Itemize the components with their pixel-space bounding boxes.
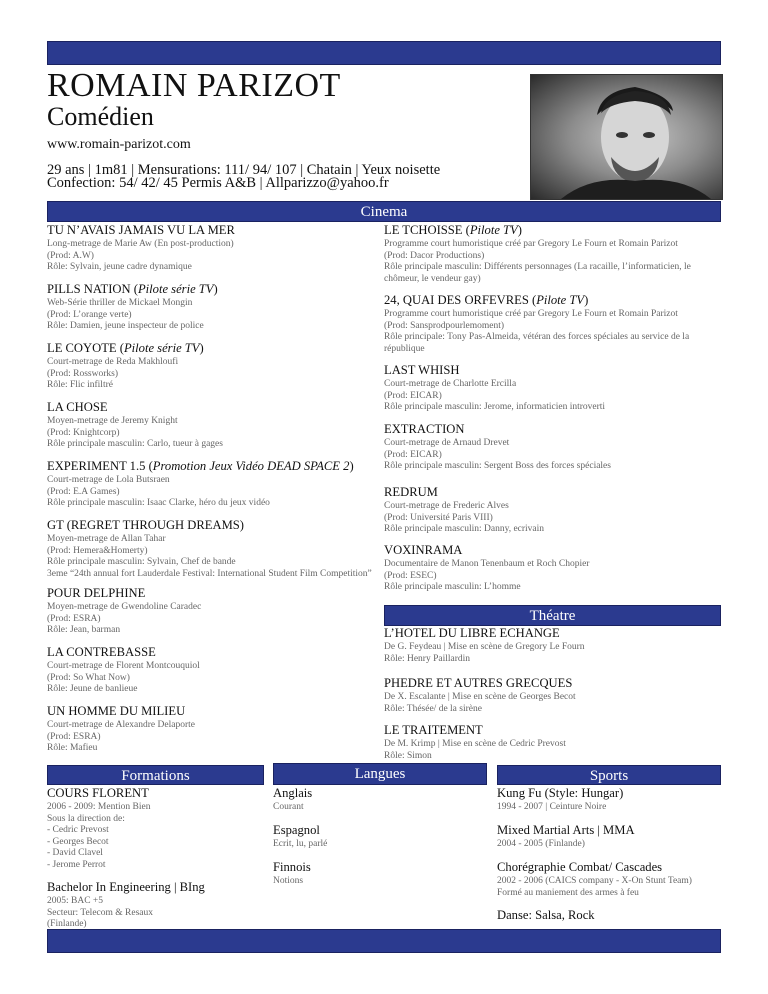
entry-detail: Sous la direction de: <box>47 813 125 824</box>
job-title: Comédien <box>47 102 154 131</box>
entry-detail: 3eme “24th annual fort Lauderdale Festival: International Student Film Competition” <box>47 568 372 579</box>
entry-detail: Rôle: Simon <box>384 750 432 761</box>
entry-title <box>384 723 483 738</box>
info-line-2: Confection: 54/ 42/ 45 Permis A&B | Allparizzo@yahoo.fr <box>47 175 389 191</box>
entry-title <box>384 626 560 641</box>
entry-detail: Rôle: Flic infiltré <box>47 380 113 390</box>
entry-title <box>384 293 588 308</box>
entry-detail: Court-metrage de Alexandre Delaporte <box>47 720 195 730</box>
entry-title-text: Kung Fu (Style: Hungar) <box>497 786 624 800</box>
entry-title-text: PILLS NATION ( <box>47 282 138 296</box>
entry-detail: Rôle: Sylvain, jeune cadre dynamique <box>47 262 192 272</box>
entry-detail: (Prod: Université Paris VIII) <box>384 512 493 523</box>
entry-title-text: EXPERIMENT 1.5 ( <box>47 459 153 473</box>
entry-detail: (Prod: EICAR) <box>384 449 442 460</box>
entry-title-text: 24, QUAI DES ORFEVRES ( <box>384 293 537 307</box>
entry-title-text: LAST WHISH <box>384 363 460 377</box>
entry-title <box>47 518 244 533</box>
entry-title-text: REDRUM <box>384 485 438 499</box>
entry-title-text: Espagnol <box>273 823 320 837</box>
top-banner <box>47 41 721 65</box>
entry-title-text: VOXINRAMA <box>384 543 463 557</box>
website-link[interactable]: www.romain-parizot.com <box>47 137 191 152</box>
entry-detail: (Prod: E.A Games) <box>47 486 120 497</box>
entry-detail: chômeur, le vendeur gay) <box>384 273 481 284</box>
entry-detail: Rôle principale masculin: Sergent Boss des forces spéciales <box>384 461 611 471</box>
entry-detail: (Prod: Rossworks) <box>47 368 118 379</box>
entry-detail: - Jerome Perrot <box>47 859 106 870</box>
entry-title <box>47 282 218 297</box>
entry-detail: Moyen-metrage de Allan Tahar <box>47 534 166 544</box>
entry-detail: Rôle: Thésée/ de la sirène <box>384 703 482 714</box>
entry-title-text: Anglais <box>273 786 313 800</box>
entry-detail: 2002 - 2006 (CAICS company - X-On Stunt Team) <box>497 876 692 886</box>
entry-detail: Court-metrage de Arnaud Drevet <box>384 438 510 448</box>
entry-detail: (Prod: ESRA) <box>47 731 101 742</box>
entry-title <box>384 422 464 437</box>
entry-detail: (Prod: L’orange verte) <box>47 309 132 320</box>
entry-title-text: L’HOTEL DU LIBRE ECHANGE <box>384 626 560 640</box>
section-formations: Formations <box>47 765 264 785</box>
entry-detail: (Prod: ESEC) <box>384 570 437 581</box>
entry-detail: Court-metrage de Charlotte Ercilla <box>384 379 517 389</box>
entry-detail: Rôle principale masculin: Sylvain, Chef de bande <box>47 557 236 567</box>
entry-title-text: LA CONTREBASSE <box>47 645 156 659</box>
entry-title <box>47 586 145 601</box>
entry-title-text: Finnois <box>273 860 311 874</box>
entry-title <box>384 676 572 691</box>
entry-detail: Programme court humoristique créé par Gregory Le Fourn et Romain Parizot <box>384 239 678 249</box>
entry-detail: (Prod: Hemera&Homerty) <box>47 545 148 556</box>
entry-detail: De G. Feydeau | Mise en scène de Gregory Le Fourn <box>384 642 585 652</box>
entry-title <box>497 823 635 838</box>
entry-title-text: UN HOMME DU MILIEU <box>47 704 186 718</box>
entry-detail: De M. Krimp | Mise en scène de Cedric Prevost <box>384 739 566 749</box>
entry-detail: Documentaire de Manon Tenenbaum et Roch Chopier <box>384 559 590 569</box>
entry-detail: Rôle principale masculin: L’homme <box>384 582 521 592</box>
entry-title <box>47 400 108 415</box>
entry-detail: (Prod: EICAR) <box>384 390 442 401</box>
entry-title-text: PHEDRE ET AUTRES GRECQUES <box>384 676 573 690</box>
entry-detail: - David Clavel <box>47 848 103 858</box>
entry-title <box>384 543 462 558</box>
entry-title-text: TU N’AVAIS JAMAIS VU LA MER <box>47 223 235 237</box>
entry-detail: (Prod: Knightcorp) <box>47 427 120 438</box>
entry-detail: Rôle: Jean, barman <box>47 625 121 635</box>
entry-title <box>497 908 595 923</box>
entry-detail: - Cedric Prevost <box>47 825 109 835</box>
entry-title-italic: Pilote TV <box>469 223 518 237</box>
entry-detail: Rôle: Henry Paillardin <box>384 653 471 664</box>
entry-detail: De X. Escalante | Mise en scène de Georges Becot <box>384 692 576 702</box>
entry-detail: Secteur: Telecom & Resaux <box>47 907 154 918</box>
entry-detail: Rôle principale masculin: Isaac Clarke, héro du jeux vidéo <box>47 498 270 508</box>
entry-detail: 2004 - 2005 (Finlande) <box>497 839 585 849</box>
entry-detail: Rôle principale masculin: Jerome, informaticien introverti <box>384 402 606 412</box>
entry-title-text: COURS FLORENT <box>47 786 149 800</box>
entry-detail: Long-metrage de Marie Aw (En post-production) <box>47 239 234 249</box>
entry-title <box>273 860 311 875</box>
entry-title <box>47 704 185 719</box>
entry-title <box>47 459 354 474</box>
entry-title-text: GT (REGRET THROUGH DREAMS) <box>47 518 244 532</box>
entry-title-italic: Pilote TV <box>536 293 585 307</box>
entry-title-text: LE COYOTE ( <box>47 341 124 355</box>
entry-title-text: LE TRAITEMENT <box>384 723 483 737</box>
entry-detail: Rôle principale masculin: Carlo, tueur à gages <box>47 439 223 449</box>
entry-title <box>47 786 149 801</box>
entry-detail: Rôle principale: Tony Pas-Almeida, vétéran des forces spéciales au service de la <box>384 332 690 342</box>
entry-title-text: Chorégraphie Combat/ Cascades <box>497 860 663 874</box>
entry-detail: Court-metrage de Florent Montcouquiol <box>47 661 200 671</box>
entry-detail: Formé au maniement des armes à feu <box>497 887 639 898</box>
entry-detail: Court-metrage de Lola Butsraen <box>47 475 170 485</box>
bottom-banner <box>47 929 721 953</box>
entry-title-italic: Pilote série TV <box>123 341 200 355</box>
entry-title <box>47 645 156 660</box>
entry-title-text: LA CHOSE <box>47 400 108 414</box>
entry-detail: Rôle principale masculin: Différents personnages (La racaille, l’informaticien, le <box>384 262 691 272</box>
section-cinema: Cinema <box>47 201 721 222</box>
entry-detail: Rôle: Damien, jeune inspecteur de police <box>47 321 204 331</box>
entry-detail: Courant <box>273 802 304 812</box>
entry-detail: (Finlande) <box>47 919 87 929</box>
info-line-1: 29 ans | 1m81 | Mensurations: 111/ 94/ 107 | Chatain | Yeux noisette <box>47 162 441 178</box>
entry-detail: (Prod: Sansprodpourlemoment) <box>384 320 505 331</box>
entry-detail: république <box>384 343 425 354</box>
entry-detail: Moyen-metrage de Gwendoline Caradec <box>47 602 202 612</box>
entry-detail: (Prod: ESRA) <box>47 613 101 624</box>
entry-title-italic: Pilote série TV <box>137 282 214 296</box>
entry-title <box>47 223 235 238</box>
section-theatre: Théatre <box>384 605 721 626</box>
entry-title <box>273 786 312 801</box>
entry-detail: Notions <box>273 876 304 886</box>
entry-title-end: ) <box>213 282 218 296</box>
entry-title-text: EXTRACTION <box>384 422 465 436</box>
entry-title-text: Bachelor In Engineering | BIng <box>47 880 205 894</box>
entry-detail: Moyen-metrage de Jeremy Knight <box>47 416 178 426</box>
section-sports: Sports <box>497 765 721 785</box>
entry-detail: Rôle principale masculin: Danny, ecrivain <box>384 524 545 534</box>
entry-title-text: POUR DELPHINE <box>47 586 146 600</box>
portrait-photo <box>530 74 723 200</box>
entry-title-end: ) <box>584 293 589 307</box>
entry-title-end: ) <box>517 223 522 237</box>
entry-title <box>47 880 205 895</box>
entry-title <box>273 823 320 838</box>
entry-title <box>47 341 204 356</box>
entry-detail: Programme court humoristique créé par Gregory Le Fourn et Romain Parizot <box>384 309 678 319</box>
entry-title <box>497 786 623 801</box>
entry-detail: (Prod: So What Now) <box>47 672 130 683</box>
entry-detail: (Prod: A.W) <box>47 250 94 261</box>
entry-detail: Court-metrage de Reda Makhloufi <box>47 357 179 367</box>
entry-detail: Ecrit, lu, parlé <box>273 839 328 849</box>
entry-detail: Rôle: Jeune de banlieue <box>47 684 138 694</box>
entry-detail: Rôle: Mafieu <box>47 743 98 753</box>
entry-title-end: ) <box>199 341 204 355</box>
entry-title <box>384 223 522 238</box>
portrait-image <box>531 75 722 199</box>
entry-detail: - Georges Becot <box>47 836 109 847</box>
entry-detail: 2005: BAC +5 <box>47 896 104 906</box>
entry-title-end: ) <box>349 459 354 473</box>
entry-title-text: Mixed Martial Arts | MMA <box>497 823 635 837</box>
entry-title-italic: Promotion Jeux Vidéo DEAD SPACE 2 <box>152 459 350 473</box>
entry-detail: Court-metrage de Frederic Alves <box>384 501 509 511</box>
entry-title-text: Danse: Salsa, Rock <box>497 908 595 922</box>
entry-detail: 2006 - 2009: Mention Bien <box>47 802 151 812</box>
entry-title <box>497 860 662 875</box>
entry-detail: Web-Série thriller de Mickael Mongin <box>47 298 193 308</box>
entry-detail: (Prod: Dacor Productions) <box>384 250 485 261</box>
person-name: ROMAIN PARIZOT <box>47 67 341 104</box>
section-langues: Langues <box>273 763 487 785</box>
entry-detail: 1994 - 2007 | Ceinture Noire <box>497 802 607 812</box>
entry-title-text: LE TCHOISSE ( <box>384 223 470 237</box>
entry-title <box>384 485 438 500</box>
entry-title <box>384 363 459 378</box>
